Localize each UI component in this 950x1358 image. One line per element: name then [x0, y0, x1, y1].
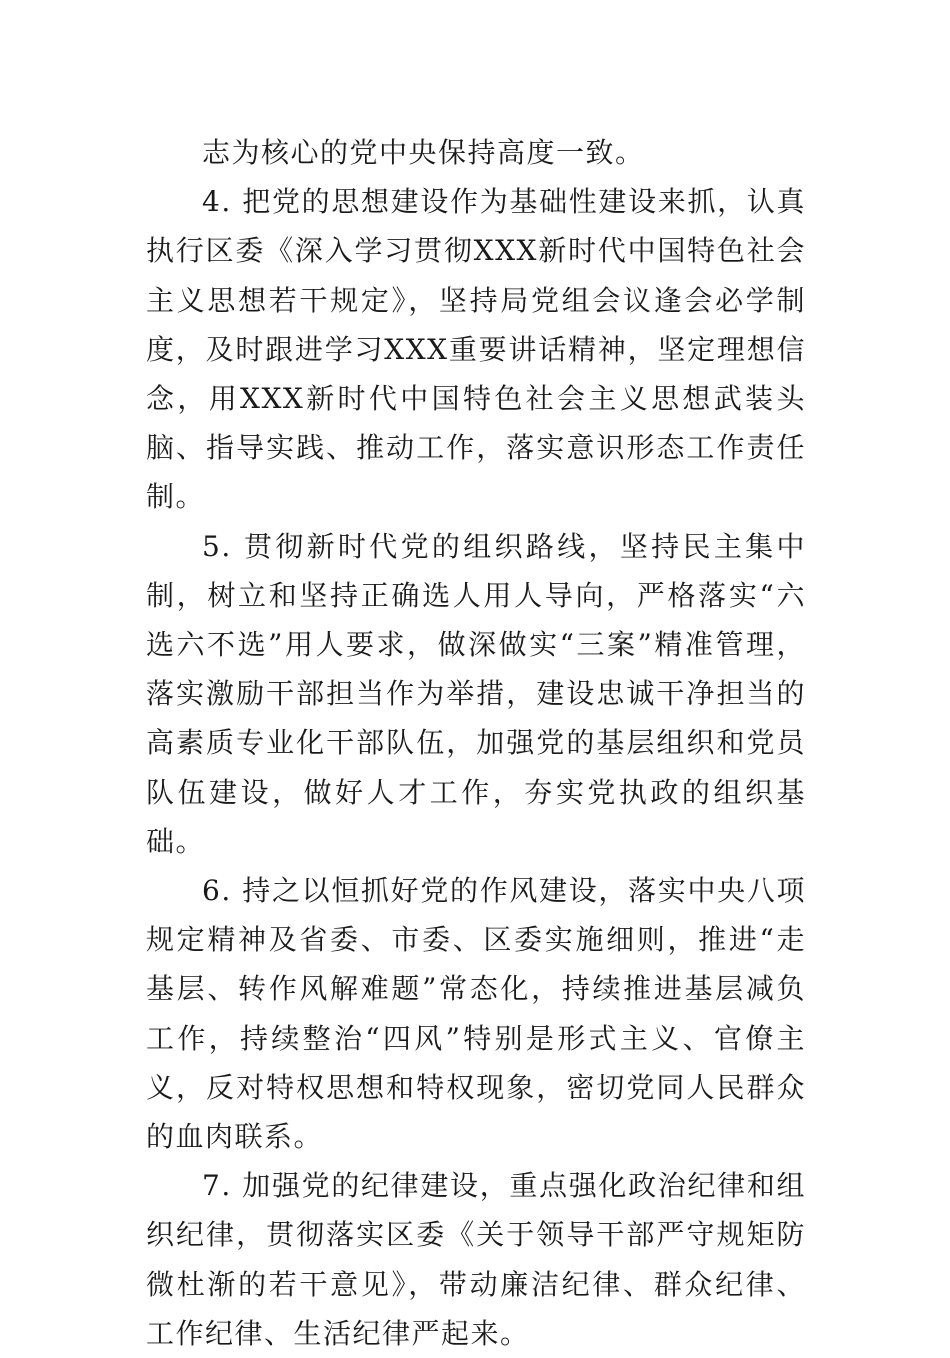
document-body: [146, 128, 806, 1358]
paragraph-continuation: 志为核心的党中央保持高度一致。: [202, 136, 645, 169]
paragraph-item-7: 7. 加强党的纪律建设，重点强化政治纪律和组织纪律，贯彻落实区委《关于领导干部严守规矩防微杜渐的若干意见》，带动廉洁纪律、群众纪律、工作纪律、生活纪律严起来。: [146, 1169, 806, 1350]
paragraph-item-6: 6. 持之以恒抓好党的作风建设，落实中央八项规定精神及省委、市委、区委实施细则，推进“走基层、转作风解难题”常态化，持续推进基层减负工作，持续整治“四风”特别是形式主义、官僚主义，反对特权思想和特权现象，密切党同人民群众的血肉联系。: [146, 874, 806, 1154]
paragraph-item-5: 5. 贯彻新时代党的组织路线，坚持民主集中制，树立和坚持正确选人用人导向，严格落实“六选六不选”用人要求，做深做实“三案”精准管理，落实激励干部担当作为举措，建设忠诚干净担当的高素质专业化干部队伍，加强党的基层组织和党员队伍建设，做好人才工作，夯实党执政的组织基础。: [146, 529, 806, 858]
paragraph-item-4: 4. 把党的思想建设作为基础性建设来抓，认真执行区委《深入学习贯彻XXX新时代中国特色社会主义思想若干规定》，坚持局党组会议逢会必学制度，及时跟进学习XXX重要讲话精神，坚定理想信念，用XXX新时代中国特色社会主义思想武装头脑、指导实践、推动工作，落实意识形态工作责任制。: [146, 185, 806, 514]
